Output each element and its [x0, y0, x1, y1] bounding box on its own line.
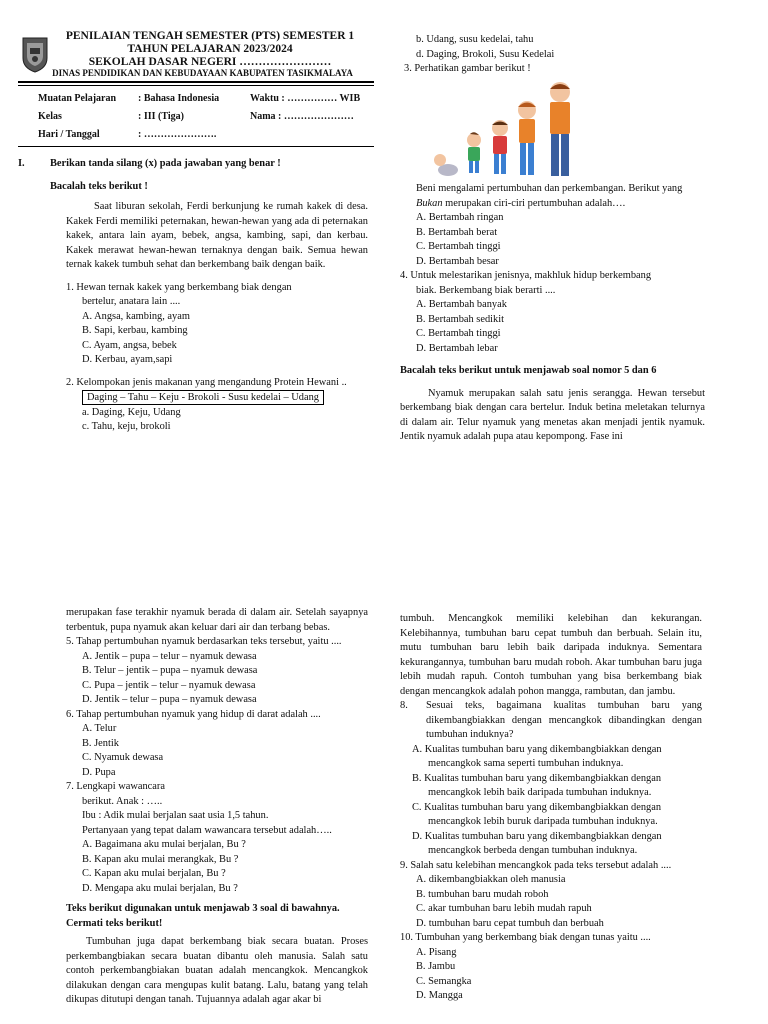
question-10: [400, 931, 702, 1004]
q7-stem: 7. Lengkapi wawancara: [66, 781, 165, 792]
q2-option-c[interactable]: c. Tahu, keju, brokoli: [82, 421, 171, 432]
q3-option-d[interactable]: D. Bertambah besar: [416, 255, 499, 267]
q2-food-box: Daging – Tahu – Keju - Brokoli - Susu kedelai – Udang: [82, 390, 324, 405]
q7-option-c[interactable]: C. Kapan aku mulai berjalan, Bu ?: [82, 868, 226, 879]
right-column-top: [400, 33, 705, 77]
q4-stem: 4. Untuk melestarikan jenisnya, makhluk hidup berkembang: [400, 270, 652, 281]
q8-option-d-cont: mencangkok berbeda dengan tumbuhan induknya.: [428, 845, 638, 856]
q6-stem: 6. Tahap pertumbuhan nyamuk yang hidup di darat adalah ....: [66, 708, 321, 720]
q3-text-1: Beni mengalami pertumbuhan dan perkembangan. Berikut yang: [416, 183, 683, 194]
muatan-value: : Bahasa Indonesia: [138, 93, 220, 104]
q10-option-a[interactable]: A. Pisang: [416, 946, 457, 958]
header-line-1: PENILAIAN TENGAH SEMESTER (PTS) SEMESTER 1: [65, 30, 355, 42]
q8-option-b-cont: mencangkok lebih baik daripada tumbuhan induknya.: [428, 787, 652, 798]
question-5: [66, 635, 368, 708]
q5-option-a[interactable]: A. Jentik – pupa – telur – nyamuk dewasa: [82, 650, 257, 662]
right-column-bottom: [400, 612, 702, 1004]
q3-option-c[interactable]: C. Bertambah tinggi: [416, 241, 501, 252]
q4-option-c[interactable]: C. Bertambah tinggi: [416, 328, 501, 339]
question-2: [18, 376, 368, 435]
info-divider: [18, 146, 374, 147]
q7-anak: berikut. Anak : …..: [82, 795, 163, 807]
q9-option-d[interactable]: D. tumbuhan baru cepat tumbuh dan berbuah: [416, 917, 604, 929]
kelas-label: Kelas: [38, 111, 62, 122]
header-divider-thin: [18, 85, 374, 86]
q10-option-d[interactable]: D. Mangga: [416, 990, 463, 1001]
q8-options: [400, 743, 702, 859]
q5-option-c[interactable]: C. Pupa – jentik – telur – nyamuk dewasa: [82, 679, 256, 691]
passage-3-label-2: Cermati teks berikut!: [66, 917, 163, 929]
q9-option-a[interactable]: A. dikembangbiakkan oleh manusia: [416, 874, 566, 885]
q1-stem-2: bertelur, anatara lain ....: [82, 296, 181, 307]
q1-stem: 1. Hewan ternak kakek yang berkembang biak dengan: [66, 281, 292, 293]
q4-option-d[interactable]: D. Bertambah lebar: [416, 342, 498, 354]
q2-option-a[interactable]: a. Daging, Keju, Udang: [82, 406, 181, 418]
q10-stem: 10. Tumbuhan yang berkembang biak dengan tunas yaitu ....: [400, 932, 651, 943]
header-line-4: DINAS PENDIDIKAN DAN KEBUDAYAAN KABUPATEN TASIKMALAYA: [52, 68, 353, 78]
nama-label: Nama : …………………: [250, 111, 354, 122]
q3-text-2: Bukan merupakan ciri-ciri pertumbuhan adalah….: [416, 197, 626, 209]
q1-option-c[interactable]: C. Ayam, angsa, bebek: [82, 339, 177, 351]
read-label: Bacalah teks berikut !: [50, 180, 148, 192]
q6-option-c[interactable]: C. Nyamuk dewasa: [82, 752, 164, 763]
header-divider: [18, 81, 374, 83]
q9-option-b[interactable]: B. tumbuhan baru mudah roboh: [416, 888, 549, 900]
q8-option-a[interactable]: A. Kualitas tumbuhan baru yang dikembangbiakkan dengan: [412, 743, 662, 755]
q7-option-d[interactable]: D. Mengapa aku mulai berjalan, Bu ?: [82, 882, 238, 894]
growth-stages-illustration: [430, 78, 580, 180]
q3-option-b[interactable]: B. Bertambah berat: [416, 226, 498, 238]
info-block: [38, 90, 378, 144]
q4-option-b[interactable]: B. Bertambah sedikit: [416, 313, 505, 325]
q8-option-b[interactable]: B. Kualitas tumbuhan baru yang dikembangbiakkan dengan: [412, 772, 662, 784]
question-7: [66, 780, 368, 896]
q7-ibu: Ibu : Adik mulai berjalan saat usia 1,5 tahun.: [82, 810, 269, 821]
q3-option-a[interactable]: A. Bertambah ringan: [416, 212, 504, 223]
left-column-top: [18, 157, 368, 435]
q7-option-b[interactable]: B. Kapan aku mulai merangkak, Bu ?: [82, 853, 239, 865]
q6-option-a[interactable]: A. Telur: [82, 723, 117, 734]
muatan-label: Muatan Pelajaran: [38, 93, 117, 104]
q7-question: Pertanyaan yang tepat dalam wawancara tersebut adalah…..: [82, 824, 332, 836]
left-column-bottom: [66, 606, 368, 1007]
q8-option-c-cont: mencangkok lebih buruk daripada tumbuhan induknya.: [428, 816, 658, 827]
q4-stem-2: biak. Berkembang biak berarti ....: [416, 284, 556, 296]
q2-option-b[interactable]: b. Udang, susu kedelai, tahu: [416, 34, 534, 45]
q10-option-c[interactable]: C. Semangka: [416, 975, 472, 987]
q6-option-b[interactable]: B. Jentik: [82, 737, 119, 749]
passage-3: Tumbuhan juga dapat berkembang biak secara buatan. Proses perkembangbiakan secara buatan dibantu oleh manusia. Salah satu contoh perkembangbiakan buatan adalah mencangkok. Mencangkok dilakukan dengan cara mengupas kulit batang. Lalu, batang yang telah dikupas ditutupi dengan tanah. Tujuannya adalah agar akar bi: [66, 936, 368, 1005]
q5-stem: 5. Tahap pertumbuhan nyamuk berdasarkan teks tersebut, yaitu ....: [66, 636, 342, 647]
passage-1: Saat liburan sekolah, Ferdi berkunjung ke rumah kakek di desa. Kakek Ferdi memiliki peternakan, hewan-hewan yang ada di peternakan kakek, antara lain ayam, bebek, angsa, kambing, sapi, dan kerbau. Kakek merawat hewan-hewan ternaknya dengan baik. Semua hewan ternak kakek tumbuh sehat dan berkembang baik dengan baik.: [66, 201, 368, 270]
q9-option-c[interactable]: C. akar tumbuhan baru lebih mudah rapuh: [416, 903, 592, 914]
q9-stem: 9. Salah satu kelebihan mencangkok pada teks tersebut adalah ....: [400, 859, 672, 871]
q3-bukan: Bukan: [416, 197, 443, 209]
section-instruction: I. Berikan tanda silang (x) pada jawaban yang benar !: [18, 157, 368, 172]
q4-option-a[interactable]: A. Bertambah banyak: [416, 299, 507, 310]
section-number: I.: [18, 158, 25, 169]
kelas-value: : III (Tiga): [138, 111, 184, 122]
passage-3-continued: tumbuh. Mencangkok memiliki kelebihan dan kekurangan. Kelebihannya, tumbuhan baru cepat tumbuh dan berbuah. Selain itu, mutu tumbuhan baru lebih baik daripada induknya. Sementara kekurangannya, tumbuhan baru mudah roboh. Akar tumbuhan baru juga lebih mudah rapuh. Contoh tumbuhan yang bisa berkembang biak dengan mencangkok adalah pohon mangga, rambutan, dan jambu.: [400, 613, 702, 697]
hari-label: Hari / Tanggal: [38, 129, 100, 140]
q5-option-b[interactable]: B. Telur – jentik – pupa – nyamuk dewasa: [82, 665, 258, 676]
q2-option-d[interactable]: d. Daging, Brokoli, Susu Kedelai: [416, 48, 555, 60]
passage-2-continued: merupakan fase terakhir nyamuk berada di dalam air. Setelah sayapnya terbentuk, pupa nyamuk akan keluar dari air dan terbang bebas.: [66, 607, 368, 633]
header-line-3: SEKOLAH DASAR NEGERI ……………………: [88, 56, 332, 68]
q8-stem: Sesuai teks, bagaimana kualitas tumbuhan baru yang dikembangbiakkan dengan mencangkok dibandingkan dengan tumbuhan induknya?: [426, 700, 702, 740]
q1-option-a[interactable]: A. Angsa, kambing, ayam: [82, 310, 190, 322]
q7-option-a[interactable]: A. Bagaimana aku mulai berjalan, Bu ?: [82, 839, 246, 850]
q5-option-d[interactable]: D. Jentik – telur – pupa – nyamuk dewasa: [82, 694, 257, 705]
q3-stem: 3. Perhatikan gambar berikut !: [404, 63, 531, 74]
q8-number: 8.: [400, 700, 408, 711]
hari-value: : ………………….: [138, 129, 217, 140]
passage-2: Nyamuk merupakan salah satu jenis serangga. Hewan tersebut berkembang biak dengan cara bertelur. Induk betina meletakan telurnya di dalam air. Telur nyamuk yang menetas akan menjadi jentik nyamuk. Jentik nyamuk adalah pupa atau kepompong. Fase ini: [400, 387, 705, 442]
q1-option-b[interactable]: B. Sapi, kerbau, kambing: [82, 325, 188, 336]
q6-option-d[interactable]: D. Pupa: [82, 766, 116, 778]
q8-option-c[interactable]: C. Kualitas tumbuhan baru yang dikembangbiakkan dengan: [412, 801, 662, 813]
growth-illustration: [430, 78, 580, 180]
question-1: [18, 281, 368, 368]
q8-option-d[interactable]: D. Kualitas tumbuhan baru yang dikembangbiakkan dengan: [412, 830, 662, 842]
q1-option-d[interactable]: D. Kerbau, ayam,sapi: [82, 354, 173, 365]
question-9: [400, 859, 702, 932]
passage-3-label-1: Teks berikut digunakan untuk menjawab 3 soal di bawahnya.: [66, 903, 340, 914]
right-column-mid: [400, 182, 705, 445]
question-4: [400, 269, 705, 356]
q2-stem: 2. Kelompokan jenis makanan yang mengandung Protein Hewani ..: [66, 376, 347, 388]
question-3: [400, 182, 705, 269]
q10-option-b[interactable]: B. Jambu: [416, 961, 456, 972]
header-block: [60, 30, 360, 69]
q8-option-a-cont: mencangkok sama seperti tumbuhan induknya.: [428, 758, 624, 769]
question-8: [400, 699, 702, 743]
header-line-2: TAHUN PELAJARAN 2023/2024: [127, 43, 293, 55]
waktu-label: Waktu : …………… WIB: [250, 93, 361, 104]
passage-2-label: Bacalah teks berikut untuk menjawab soal nomor 5 dan 6: [400, 365, 657, 376]
question-6: [66, 708, 368, 781]
